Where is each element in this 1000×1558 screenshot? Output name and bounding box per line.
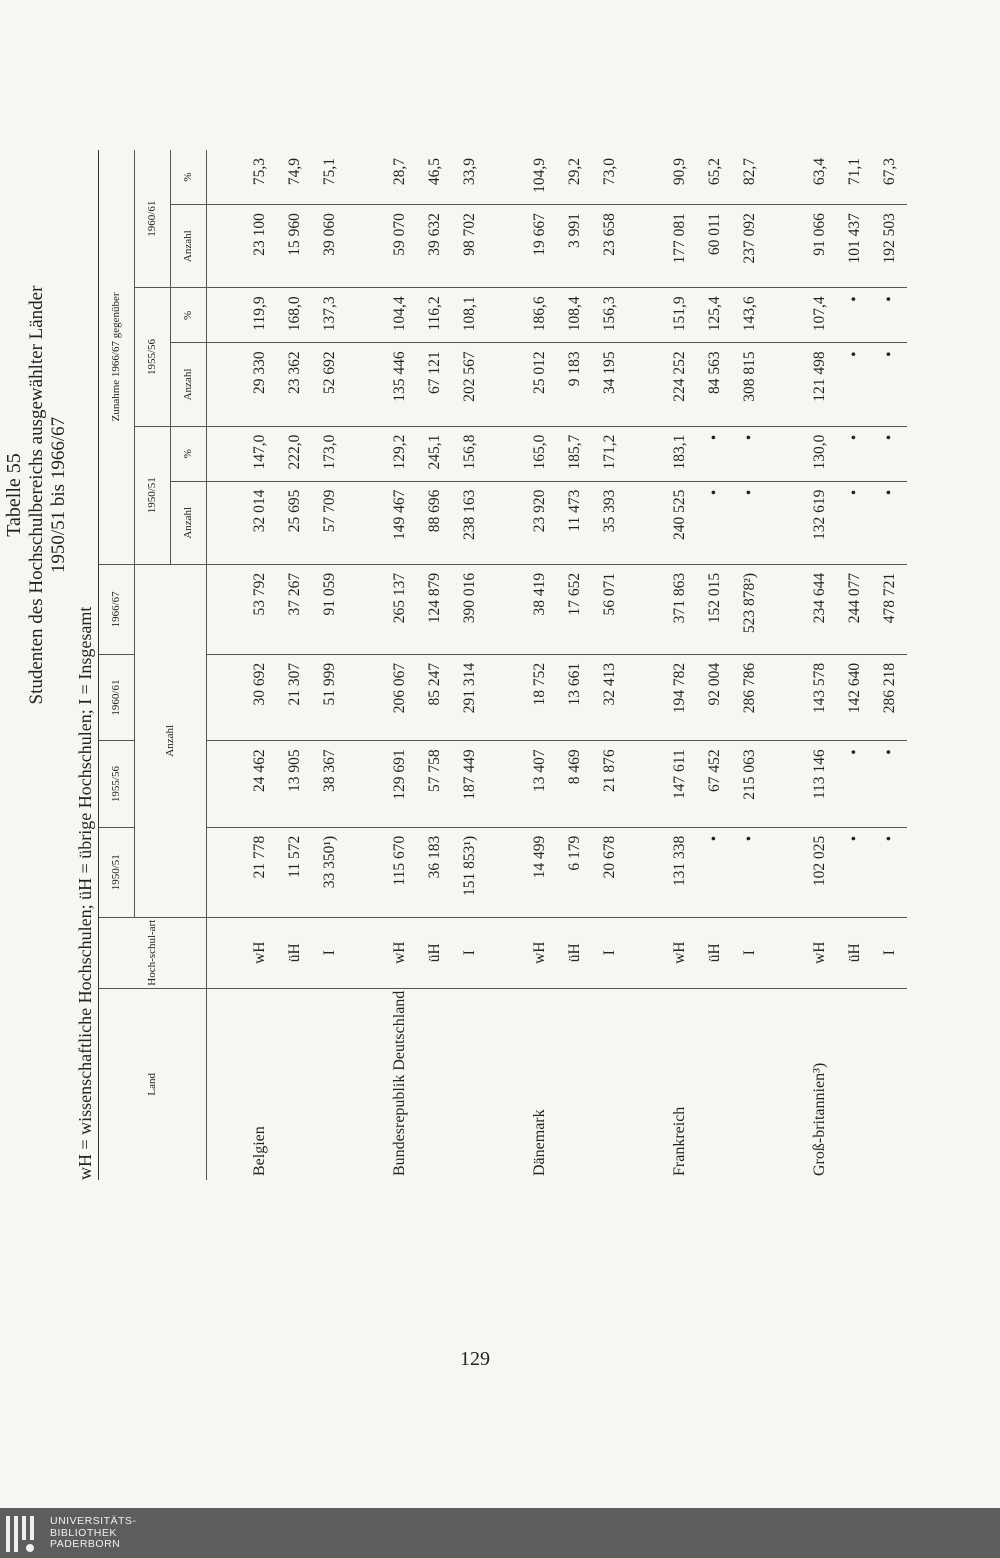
value-cell-c1955: 187 449: [452, 741, 487, 827]
value-cell-c1960: 143 578: [802, 654, 837, 740]
value-cell-z55a: 23 362: [277, 343, 312, 426]
value-cell-z55p: 125,4: [697, 288, 732, 343]
value-cell-z60p: 65,2: [697, 150, 732, 205]
value-cell-z60a: 60 011: [697, 205, 732, 288]
value-cell-c1960: 85 247: [417, 654, 452, 740]
value-cell-z60p: 33,9: [452, 150, 487, 205]
value-cell-z50a: 240 525: [662, 481, 697, 564]
table-row: [452, 150, 487, 1180]
country-name: [592, 988, 627, 1180]
value-cell-z50a: 57 709: [312, 481, 347, 564]
value-cell-c1966: 53 792: [242, 564, 277, 654]
value-cell-z60p: 28,7: [382, 150, 417, 205]
value-cell-z55p: 104,4: [382, 288, 417, 343]
value-cell-z50a: •: [872, 481, 907, 564]
header-vs-1960: 1960/61: [135, 150, 171, 288]
value-cell-c1955: 215 063: [732, 741, 767, 827]
value-cell-z55p: 108,1: [452, 288, 487, 343]
value-cell-z60a: 23 658: [592, 205, 627, 288]
subheader-anzahl-1950: Anzahl: [171, 481, 207, 564]
country-name: Bundesrepublik Deutschland: [390, 990, 408, 1176]
table-subtitle-1: Studenten des Hochschulbereichs ausgewählter Länder: [26, 285, 47, 705]
hochschulart-cell: üH: [697, 917, 732, 988]
value-cell-c1966: 56 071: [592, 564, 627, 654]
value-cell-z50p: 130,0: [802, 426, 837, 481]
value-cell-z60a: 19 667: [522, 205, 557, 288]
value-cell-z50p: •: [872, 426, 907, 481]
country-name: [697, 988, 732, 1180]
value-cell-c1950: 11 572: [277, 827, 312, 917]
value-cell-z55a: 67 121: [417, 343, 452, 426]
subheader-pct-1950: %: [171, 426, 207, 481]
value-cell-z55a: 9 183: [557, 343, 592, 426]
header-1960: 1960/61: [99, 654, 135, 740]
table-title: Tabelle 55: [3, 453, 25, 537]
value-cell-z50p: 171,2: [592, 426, 627, 481]
value-cell-c1950: •: [732, 827, 767, 917]
value-cell-z50a: 23 920: [522, 481, 557, 564]
table-row: [837, 150, 872, 1180]
value-cell-z50p: 245,1: [417, 426, 452, 481]
value-cell-z60p: 73,0: [592, 150, 627, 205]
value-cell-z55a: 29 330: [242, 343, 277, 426]
value-cell-z60p: 46,5: [417, 150, 452, 205]
hochschulart-cell: I: [452, 917, 487, 988]
value-cell-z55a: 84 563: [697, 343, 732, 426]
students-table: [98, 150, 907, 1180]
value-cell-c1955: 38 367: [312, 741, 347, 827]
value-cell-z55p: 119,9: [242, 288, 277, 343]
value-cell-c1955: 24 462: [242, 741, 277, 827]
value-cell-c1966: 37 267: [277, 564, 312, 654]
value-cell-c1950: 21 778: [242, 827, 277, 917]
table-row: [802, 150, 837, 1180]
value-cell-c1966: 234 644: [802, 564, 837, 654]
table-row: [872, 150, 907, 1180]
value-cell-z55p: 168,0: [277, 288, 312, 343]
value-cell-c1960: 206 067: [382, 654, 417, 740]
header-zunahme: Zunahme 1966/67 gegenüber: [99, 150, 135, 564]
country-name: Belgien: [250, 1126, 268, 1176]
value-cell-z60p: 104,9: [522, 150, 557, 205]
value-cell-c1955: •: [872, 741, 907, 827]
value-cell-z50a: •: [697, 481, 732, 564]
value-cell-c1950: 6 179: [557, 827, 592, 917]
header-1955: 1955/56: [99, 741, 135, 827]
hochschulart-cell: wH: [382, 917, 417, 988]
value-cell-c1966: 390 016: [452, 564, 487, 654]
value-cell-z55a: •: [837, 343, 872, 426]
country-name: [417, 988, 452, 1180]
value-cell-z50p: •: [732, 426, 767, 481]
value-cell-c1950: 20 678: [592, 827, 627, 917]
value-cell-z50a: •: [732, 481, 767, 564]
rotated-content: [3, 0, 898, 1180]
value-cell-c1950: 33 350¹): [312, 827, 347, 917]
value-cell-c1960: 291 314: [452, 654, 487, 740]
value-cell-z50p: 165,0: [522, 426, 557, 481]
value-cell-c1960: 30 692: [242, 654, 277, 740]
value-cell-z55a: •: [872, 343, 907, 426]
value-cell-z60a: 15 960: [277, 205, 312, 288]
value-cell-c1950: 131 338: [662, 827, 697, 917]
table-row: [312, 150, 347, 1180]
table-row: [557, 150, 592, 1180]
value-cell-z50p: 173,0: [312, 426, 347, 481]
value-cell-z60p: 75,3: [242, 150, 277, 205]
value-cell-c1950: 115 670: [382, 827, 417, 917]
value-cell-z50a: 35 393: [592, 481, 627, 564]
header-1966: 1966/67: [99, 564, 135, 654]
value-cell-c1955: 13 905: [277, 741, 312, 827]
value-cell-c1950: •: [837, 827, 872, 917]
subheader-anzahl-1955: Anzahl: [171, 343, 207, 426]
value-cell-z50p: 156,8: [452, 426, 487, 481]
value-cell-z60a: 3 991: [557, 205, 592, 288]
value-cell-c1955: 21 876: [592, 741, 627, 827]
table-row: [242, 150, 277, 1180]
value-cell-z60p: 67,3: [872, 150, 907, 205]
value-cell-z50p: 129,2: [382, 426, 417, 481]
value-cell-c1966: 244 077: [837, 564, 872, 654]
table-row: [522, 150, 557, 1180]
group-spacer: [207, 150, 243, 1180]
value-cell-c1960: 18 752: [522, 654, 557, 740]
value-cell-z55p: 116,2: [417, 288, 452, 343]
hochschulart-cell: üH: [277, 917, 312, 988]
table-row: [277, 150, 312, 1180]
value-cell-z55p: 186,6: [522, 288, 557, 343]
value-cell-z60a: 192 503: [872, 205, 907, 288]
value-cell-z60p: 74,9: [277, 150, 312, 205]
value-cell-z60a: 23 100: [242, 205, 277, 288]
value-cell-z60p: 90,9: [662, 150, 697, 205]
hochschulart-cell: üH: [417, 917, 452, 988]
value-cell-z60a: 98 702: [452, 205, 487, 288]
hochschulart-cell: I: [312, 917, 347, 988]
value-cell-z50p: 147,0: [242, 426, 277, 481]
subheader-pct-1955: %: [171, 288, 207, 343]
value-cell-z50a: •: [837, 481, 872, 564]
group-spacer: [627, 150, 662, 1180]
value-cell-z55p: 156,3: [592, 288, 627, 343]
value-cell-z60a: 177 081: [662, 205, 697, 288]
country-name: [732, 988, 767, 1180]
value-cell-z60p: 63,4: [802, 150, 837, 205]
hochschulart-cell: üH: [837, 917, 872, 988]
value-cell-c1950: •: [697, 827, 732, 917]
table-row: [697, 150, 732, 1180]
table-row: [417, 150, 452, 1180]
value-cell-z60a: 59 070: [382, 205, 417, 288]
value-cell-c1955: •: [837, 741, 872, 827]
value-cell-c1966: 91 059: [312, 564, 347, 654]
value-cell-c1966: 38 419: [522, 564, 557, 654]
value-cell-z55p: 107,4: [802, 288, 837, 343]
subheader-anzahl-1960: Anzahl: [171, 205, 207, 288]
group-spacer: [767, 150, 802, 1180]
country-name: [837, 988, 872, 1180]
value-cell-z55a: 34 195: [592, 343, 627, 426]
value-cell-c1966: 478 721: [872, 564, 907, 654]
value-cell-c1950: 36 183: [417, 827, 452, 917]
value-cell-z55a: 25 012: [522, 343, 557, 426]
table-row: [592, 150, 627, 1180]
group-spacer: [347, 150, 382, 1180]
value-cell-z55a: 135 446: [382, 343, 417, 426]
library-name: UNIVERSITÄTS- BIBLIOTHEK PADERBORN: [50, 1515, 137, 1550]
value-cell-c1966: 152 015: [697, 564, 732, 654]
header-vs-1950: 1950/51: [135, 426, 171, 564]
value-cell-z60p: 29,2: [557, 150, 592, 205]
value-cell-c1955: 8 469: [557, 741, 592, 827]
country-name: Groß-britannien³): [810, 1062, 828, 1176]
value-cell-z50a: 88 696: [417, 481, 452, 564]
header-hochschulart: Hoch-schul-art: [99, 917, 207, 988]
value-cell-c1955: 113 146: [802, 741, 837, 827]
hochschulart-cell: I: [872, 917, 907, 988]
value-cell-z60a: 91 066: [802, 205, 837, 288]
country-name: [872, 988, 907, 1180]
abbreviation-legend: wH = wissenschaftliche Hochschulen; üH = übrige Hochschulen; I = Insgesamt: [75, 606, 95, 1180]
value-cell-c1960: 92 004: [697, 654, 732, 740]
library-footer: [0, 1508, 1000, 1558]
value-cell-z55p: 137,3: [312, 288, 347, 343]
hochschulart-cell: wH: [662, 917, 697, 988]
header-1950: 1950/51: [99, 827, 135, 917]
value-cell-z55a: 308 815: [732, 343, 767, 426]
table-row: [382, 150, 417, 1180]
value-cell-z60p: 71,1: [837, 150, 872, 205]
value-cell-z50p: 185,7: [557, 426, 592, 481]
table-body: [207, 150, 908, 1180]
value-cell-z50p: 222,0: [277, 426, 312, 481]
country-name: [557, 988, 592, 1180]
value-cell-z60a: 39 632: [417, 205, 452, 288]
value-cell-z55a: 202 567: [452, 343, 487, 426]
value-cell-c1955: 13 407: [522, 741, 557, 827]
value-cell-c1966: 17 652: [557, 564, 592, 654]
country-name: [312, 988, 347, 1180]
group-spacer: [487, 150, 522, 1180]
value-cell-c1966: 371 863: [662, 564, 697, 654]
subheader-pct-1960: %: [171, 150, 207, 205]
value-cell-z55a: 52 692: [312, 343, 347, 426]
value-cell-z60a: 101 437: [837, 205, 872, 288]
value-cell-c1950: 14 499: [522, 827, 557, 917]
value-cell-z55a: 121 498: [802, 343, 837, 426]
value-cell-c1960: 21 307: [277, 654, 312, 740]
value-cell-c1955: 147 611: [662, 741, 697, 827]
value-cell-z55p: •: [837, 288, 872, 343]
value-cell-z60p: 75,1: [312, 150, 347, 205]
hochschulart-cell: wH: [242, 917, 277, 988]
value-cell-c1960: 13 661: [557, 654, 592, 740]
value-cell-z55a: 224 252: [662, 343, 697, 426]
value-cell-z55p: 143,6: [732, 288, 767, 343]
value-cell-c1960: 51 999: [312, 654, 347, 740]
value-cell-z50a: 132 619: [802, 481, 837, 564]
header-vs-1955: 1955/56: [135, 288, 171, 426]
value-cell-z50p: 183,1: [662, 426, 697, 481]
value-cell-z50a: 238 163: [452, 481, 487, 564]
value-cell-z50a: 32 014: [242, 481, 277, 564]
value-cell-c1960: 286 218: [872, 654, 907, 740]
country-name: [277, 988, 312, 1180]
value-cell-c1966: 265 137: [382, 564, 417, 654]
hochschulart-cell: I: [732, 917, 767, 988]
hochschulart-cell: wH: [522, 917, 557, 988]
hochschulart-cell: üH: [557, 917, 592, 988]
value-cell-c1955: 57 758: [417, 741, 452, 827]
value-cell-c1950: 151 853¹): [452, 827, 487, 917]
value-cell-c1966: 124 879: [417, 564, 452, 654]
value-cell-z60a: 39 060: [312, 205, 347, 288]
value-cell-c1955: 67 452: [697, 741, 732, 827]
country-name: Dänemark: [530, 1109, 548, 1176]
value-cell-c1950: 102 025: [802, 827, 837, 917]
value-cell-z60a: 237 092: [732, 205, 767, 288]
value-cell-z50p: •: [697, 426, 732, 481]
value-cell-c1960: 32 413: [592, 654, 627, 740]
value-cell-c1955: 129 691: [382, 741, 417, 827]
library-logo-icon: [6, 1516, 42, 1552]
page-number: 129: [460, 1348, 490, 1370]
table-row: [732, 150, 767, 1180]
country-name: [452, 988, 487, 1180]
value-cell-z50a: 11 473: [557, 481, 592, 564]
value-cell-z60p: 82,7: [732, 150, 767, 205]
value-cell-z55p: 151,9: [662, 288, 697, 343]
hochschulart-cell: wH: [802, 917, 837, 988]
value-cell-z50a: 25 695: [277, 481, 312, 564]
value-cell-c1950: •: [872, 827, 907, 917]
value-cell-c1960: 142 640: [837, 654, 872, 740]
value-cell-c1960: 286 786: [732, 654, 767, 740]
value-cell-c1960: 194 782: [662, 654, 697, 740]
table-subtitle-2: 1950/51 bis 1966/67: [48, 416, 69, 574]
value-cell-z50p: •: [837, 426, 872, 481]
table-row: [662, 150, 697, 1180]
header-land: Land: [99, 988, 207, 1180]
value-cell-z50a: 149 467: [382, 481, 417, 564]
value-cell-c1966: 523 878²): [732, 564, 767, 654]
value-cell-z55p: 108,4: [557, 288, 592, 343]
header-anzahl: Anzahl: [135, 564, 207, 917]
country-name: Frankreich: [670, 1106, 688, 1176]
value-cell-z55p: •: [872, 288, 907, 343]
hochschulart-cell: I: [592, 917, 627, 988]
